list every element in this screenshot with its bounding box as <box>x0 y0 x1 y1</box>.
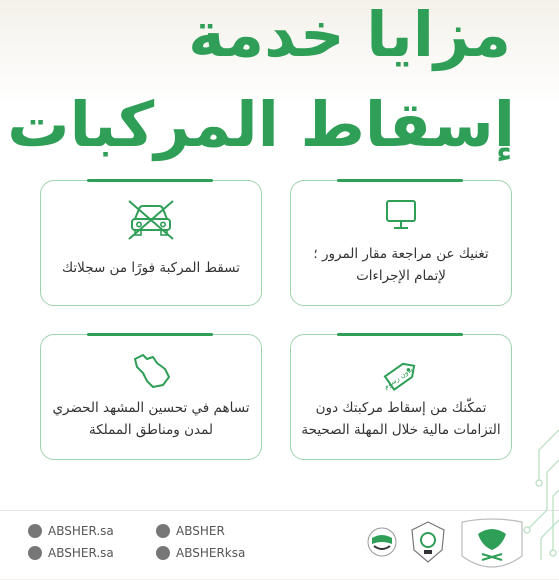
page-title-line-1: مزايا خدمة <box>188 0 511 71</box>
absher-logo <box>364 522 400 566</box>
benefit-card-instant-drop <box>40 180 262 306</box>
saudi-map-icon <box>129 351 173 395</box>
snapchat-label: ABSHER.sa <box>48 546 114 560</box>
facebook-link[interactable] <box>156 546 245 560</box>
benefit-card-no-fees <box>290 334 512 460</box>
website-label: ABSHER.sa <box>48 524 114 538</box>
card-text: تغنيك عن مراجعة مقار المرور ؛ لإتمام الإجراءات <box>313 246 489 284</box>
website-link[interactable] <box>28 524 114 538</box>
benefit-card-no-visit <box>290 180 512 306</box>
tag-icon <box>377 351 425 403</box>
facebook-label: ABSHERksa <box>176 546 246 560</box>
monitor-icon <box>381 197 421 237</box>
card-text: تساهم في تحسين المشهد الحضري لمدن ومناطق المملكة <box>52 400 250 438</box>
card-text: تمكّنك من إسقاط مركبتك دون التزامات مالية خلال المهلة الصحيحة <box>301 400 501 438</box>
snapchat-link[interactable] <box>28 546 114 560</box>
snapchat-icon <box>28 546 42 560</box>
crossed-car-icon <box>123 197 179 245</box>
traffic-department-logo <box>408 520 448 568</box>
twitter-icon <box>156 524 170 538</box>
globe-icon <box>28 524 42 538</box>
twitter-link[interactable] <box>156 524 225 538</box>
benefit-card-urban-scene <box>40 334 262 460</box>
card-text: تسقط المركبة فورًا من سجلاتك <box>62 260 240 276</box>
footer-divider <box>0 510 559 511</box>
facebook-icon <box>156 546 170 560</box>
page-title-line-2: إسقاط المركبات <box>7 88 515 161</box>
circuit-decoration <box>499 420 559 574</box>
twitter-label: ABSHER <box>176 524 225 538</box>
tag-text: بدون رسوم <box>382 365 415 392</box>
